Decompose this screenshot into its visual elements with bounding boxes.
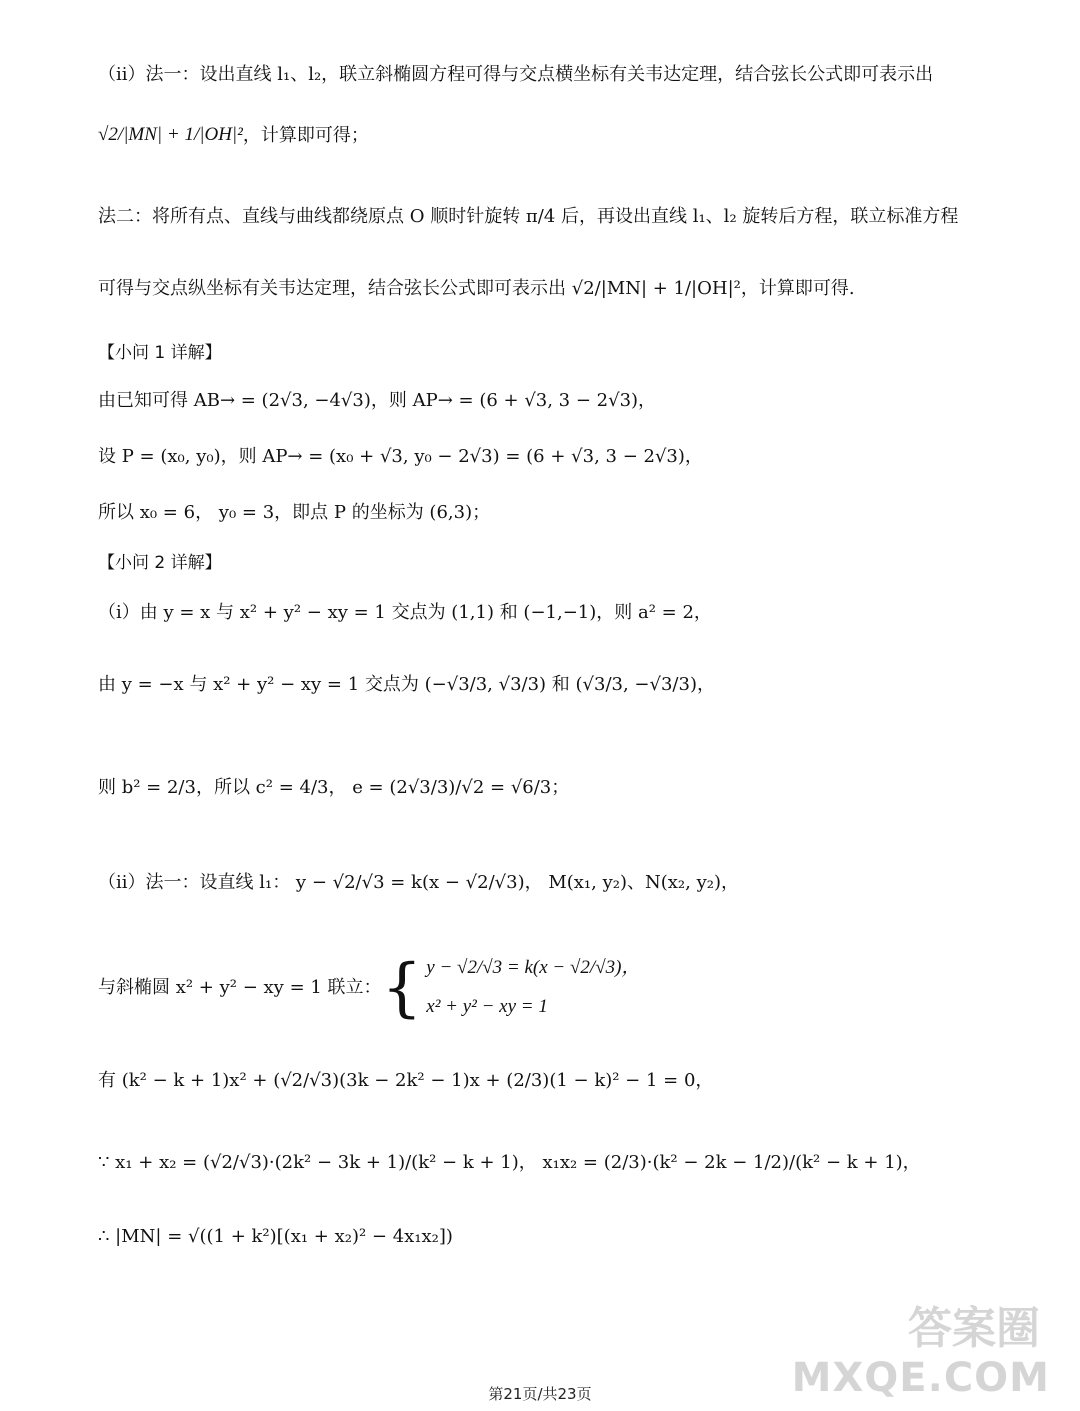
system-equation-1: y − √2/√3 = k(x − √2/√3)， <box>426 957 641 978</box>
method-two-continued: 可得与交点纵坐标有关韦达定理，结合弦长公式即可表示出 √2/|MN| + 1/|OH|²，计算即可得. <box>98 278 855 299</box>
part2-ii-line-setup: （ii）法一：设直线 l₁： y − √2/√3 = k(x − √2/√3)， M(x₁, y₂)、N(x₂, y₂)， <box>98 872 739 893</box>
part2-ii-quadratic: 有 (k² − k + 1)x² + (√2/√3)(3k − 2k² − 1)x + (2/3)(1 − k)² − 1 = 0， <box>98 1070 714 1091</box>
section-heading-1: 【小问 1 详解】 <box>98 343 222 363</box>
equation-system <box>381 950 641 1025</box>
part2-i-step3: 则 b² = 2/3，所以 c² = 4/3， e = (2√3/3)/√2 = √6/3； <box>98 777 570 798</box>
system-intro: 与斜椭圆 x² + y² − xy = 1 联立： <box>98 977 382 998</box>
part2-ii-chord-length: ∴ |MN| = √((1 + k²)[(x₁ + x₂)² − 4x₁x₂]) <box>98 1226 453 1247</box>
part2-i-step2: 由 y = −x 与 x² + y² − xy = 1 交点为 (−√3/3, √3/3) 和 (√3/3, −√3/3)， <box>98 674 715 695</box>
section-heading-2: 【小问 2 详解】 <box>98 553 222 573</box>
left-brace-icon: { <box>381 950 423 1025</box>
part2-i-step1: （i）由 y = x 与 x² + y² − xy = 1 交点为 (1,1) 和 (−1,−1)，则 a² = 2， <box>98 602 712 623</box>
method-one-summary: （ii）法一：设出直线 l₁、l₂，联立斜椭圆方程可得与交点横坐标有关韦达定理，结合弦长公式即可表示出 <box>98 64 934 85</box>
part2-ii-system-line <box>98 950 1000 1025</box>
watermark-logo: 答案圈 <box>908 1303 1040 1354</box>
part1-step2: 设 P = (x₀, y₀)，则 AP→ = (x₀ + √3, y₀ − 2√3) = (6 + √3, 3 − 2√3)， <box>98 446 703 467</box>
page-footer: 第21页/共23页 <box>488 1385 592 1403</box>
part1-step1: 由已知可得 AB→ = (2√3, −4√3)，则 AP→ = (6 + √3, 3 − 2√3)， <box>98 390 657 411</box>
part2-ii-vieta: ∵ x₁ + x₂ = (√2/√3)·(2k² − 3k + 1)/(k² − k + 1)， x₁x₂ = (2/3)·(k² − 2k − 1/2)/(k² − k + 1)， <box>98 1152 921 1173</box>
summary-expression-line <box>98 122 1000 149</box>
summary-expression: √2/|MN| + 1/|OH|² <box>98 124 243 145</box>
method-two-summary: 法二：将所有点、直线与曲线都绕原点 O 顺时针旋转 π/4 后，再设出直线 l₁、l₂ 旋转后方程，联立标准方程 <box>98 206 959 227</box>
part1-step3: 所以 x₀ = 6， y₀ = 3，即点 P 的坐标为 (6,3)； <box>98 502 491 523</box>
summary-tail: ，计算即可得； <box>242 124 369 146</box>
watermark-url: MXQE.COM <box>791 1355 1050 1401</box>
system-equation-2: x² + y² − xy = 1 <box>426 995 548 1017</box>
